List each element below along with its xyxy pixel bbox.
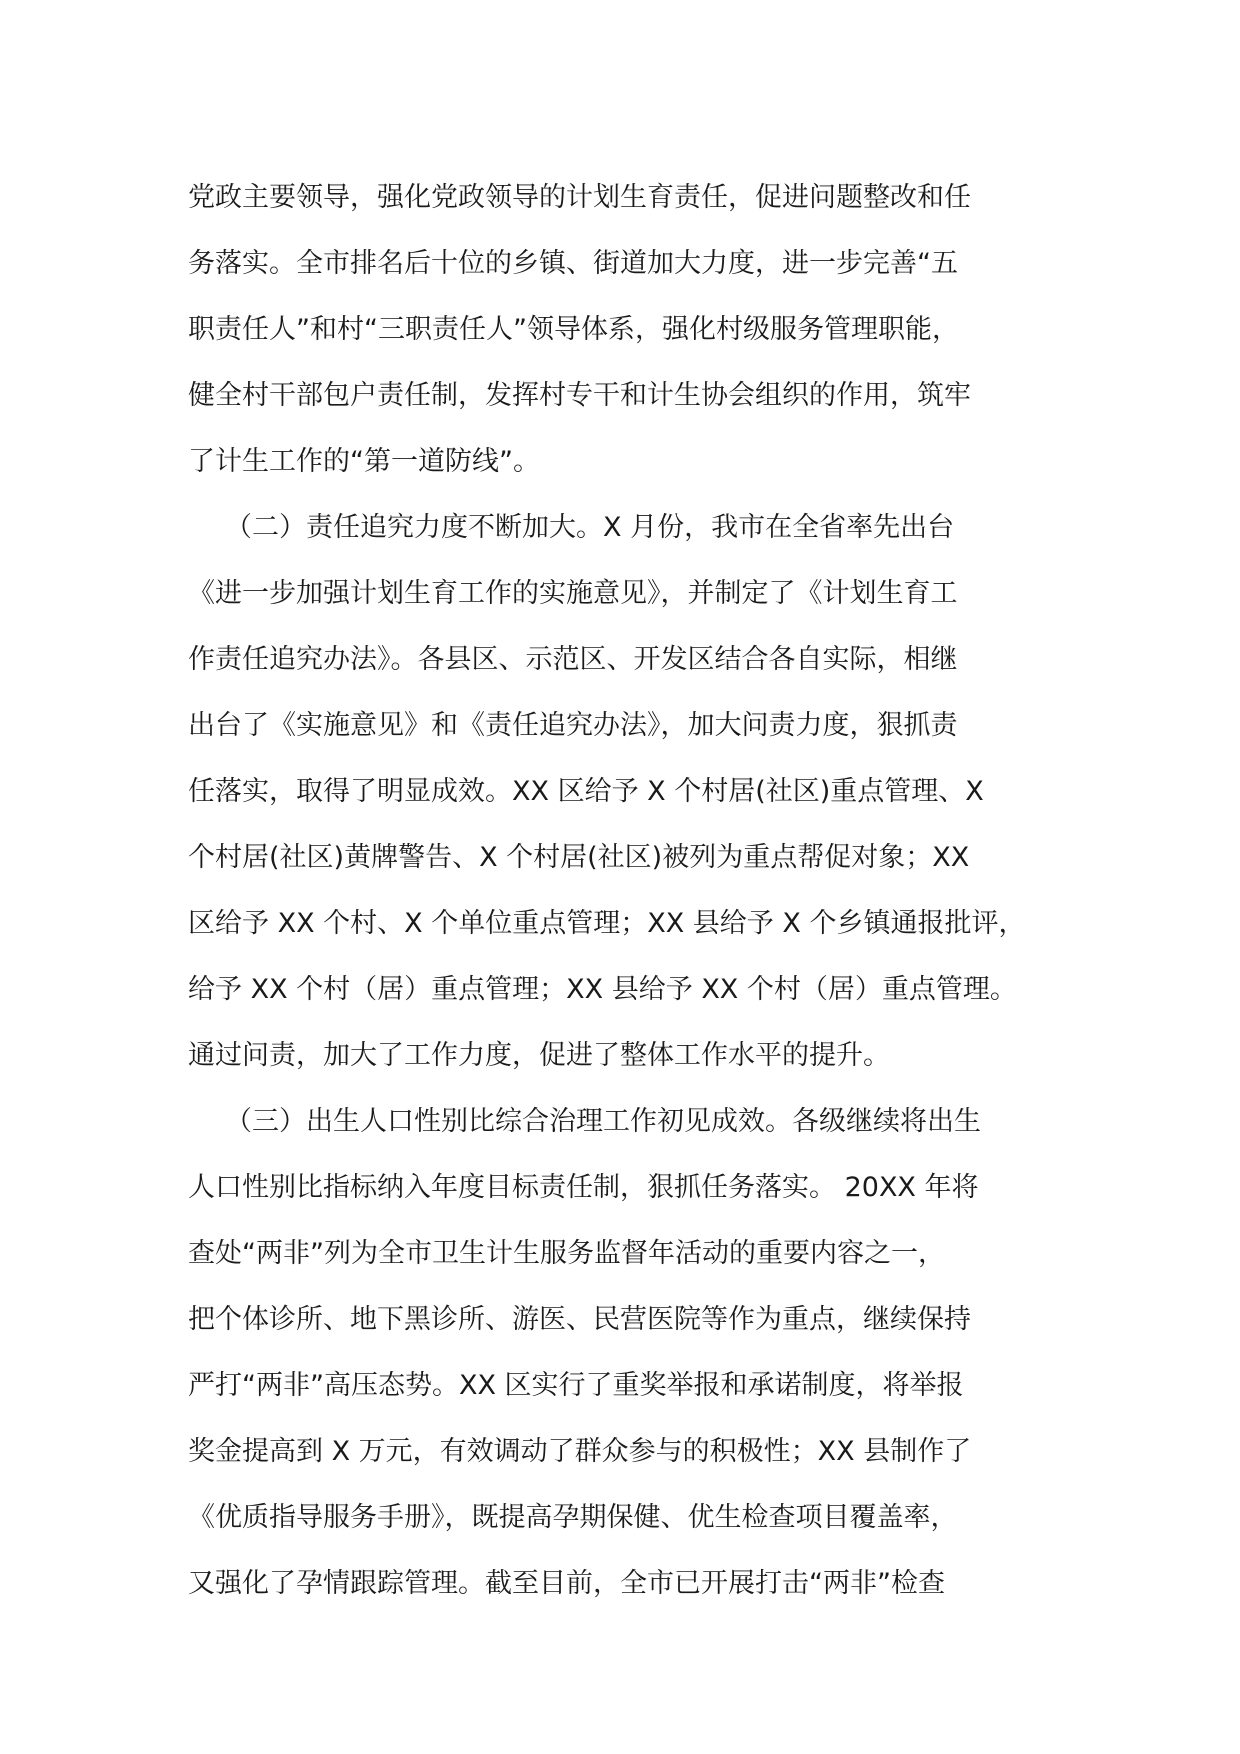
text-line: 任落实，取得了明显成效。XX 区给予 X 个村居(社区)重点管理、X [188, 776, 984, 807]
text-line: 奖金提高到 X 万元，有效调动了群众参与的积极性；XX 县制作了 [188, 1436, 972, 1467]
text-line: 《优质指导服务手册》，既提高孕期保健、优生检查项目覆盖率， [188, 1502, 958, 1533]
text-line: 通过问责，加大了工作力度，促进了整体工作水平的提升。 [188, 1040, 890, 1071]
text-line: 作责任追究办法》。各县区、示范区、开发区结合各自实际，相继 [188, 644, 958, 675]
text-line: 区给予 XX 个村、X 个单位重点管理；XX 县给予 X 个乡镇通报批评， [188, 908, 1026, 939]
text-line: 给予 XX 个村（居）重点管理；XX 县给予 XX 个村（居）重点管理。 [188, 974, 1017, 1005]
text-line: 个村居(社区)黄牌警告、X 个村居(社区)被列为重点帮促对象；XX [188, 842, 970, 873]
text-line: 又强化了孕情跟踪管理。截至目前，全市已开展打击“两非”检查 [188, 1568, 945, 1599]
text-line: 务落实。全市排名后十位的乡镇、街道加大力度，进一步完善“五 [188, 248, 958, 279]
text-line: 出台了《实施意见》和《责任追究办法》，加大问责力度，狠抓责 [188, 710, 958, 741]
text-line: 健全村干部包户责任制，发挥村专干和计生协会组织的作用，筑牢 [188, 380, 971, 411]
text-line: 职责任人”和村“三职责任人”领导体系，强化村级服务管理职能， [188, 314, 959, 345]
text-line: 人口性别比指标纳入年度目标责任制，狠抓任务落实。 20XX 年将 [188, 1172, 979, 1203]
body-text [188, 165, 1088, 1617]
text-line: 查处“两非”列为全市卫生计生服务监督年活动的重要内容之一， [188, 1238, 945, 1269]
text-line: 把个体诊所、地下黑诊所、游医、民营医院等作为重点，继续保持 [188, 1304, 971, 1335]
text-line: 了计生工作的“第一道防线”。 [188, 446, 540, 477]
section-heading-line: （二）责任追究力度不断加大。X 月份，我市在全省率先出台 [225, 512, 955, 543]
text-line: 党政主要领导，强化党政领导的计划生育责任，促进问题整改和任 [188, 182, 971, 213]
text-line: 《进一步加强计划生育工作的实施意见》，并制定了《计划生育工 [188, 578, 958, 609]
text-line: 严打“两非”高压态势。XX 区实行了重奖举报和承诺制度，将举报 [188, 1370, 964, 1401]
section-heading-line: （三）出生人口性别比综合治理工作初见成效。各级继续将出生 [225, 1106, 981, 1137]
